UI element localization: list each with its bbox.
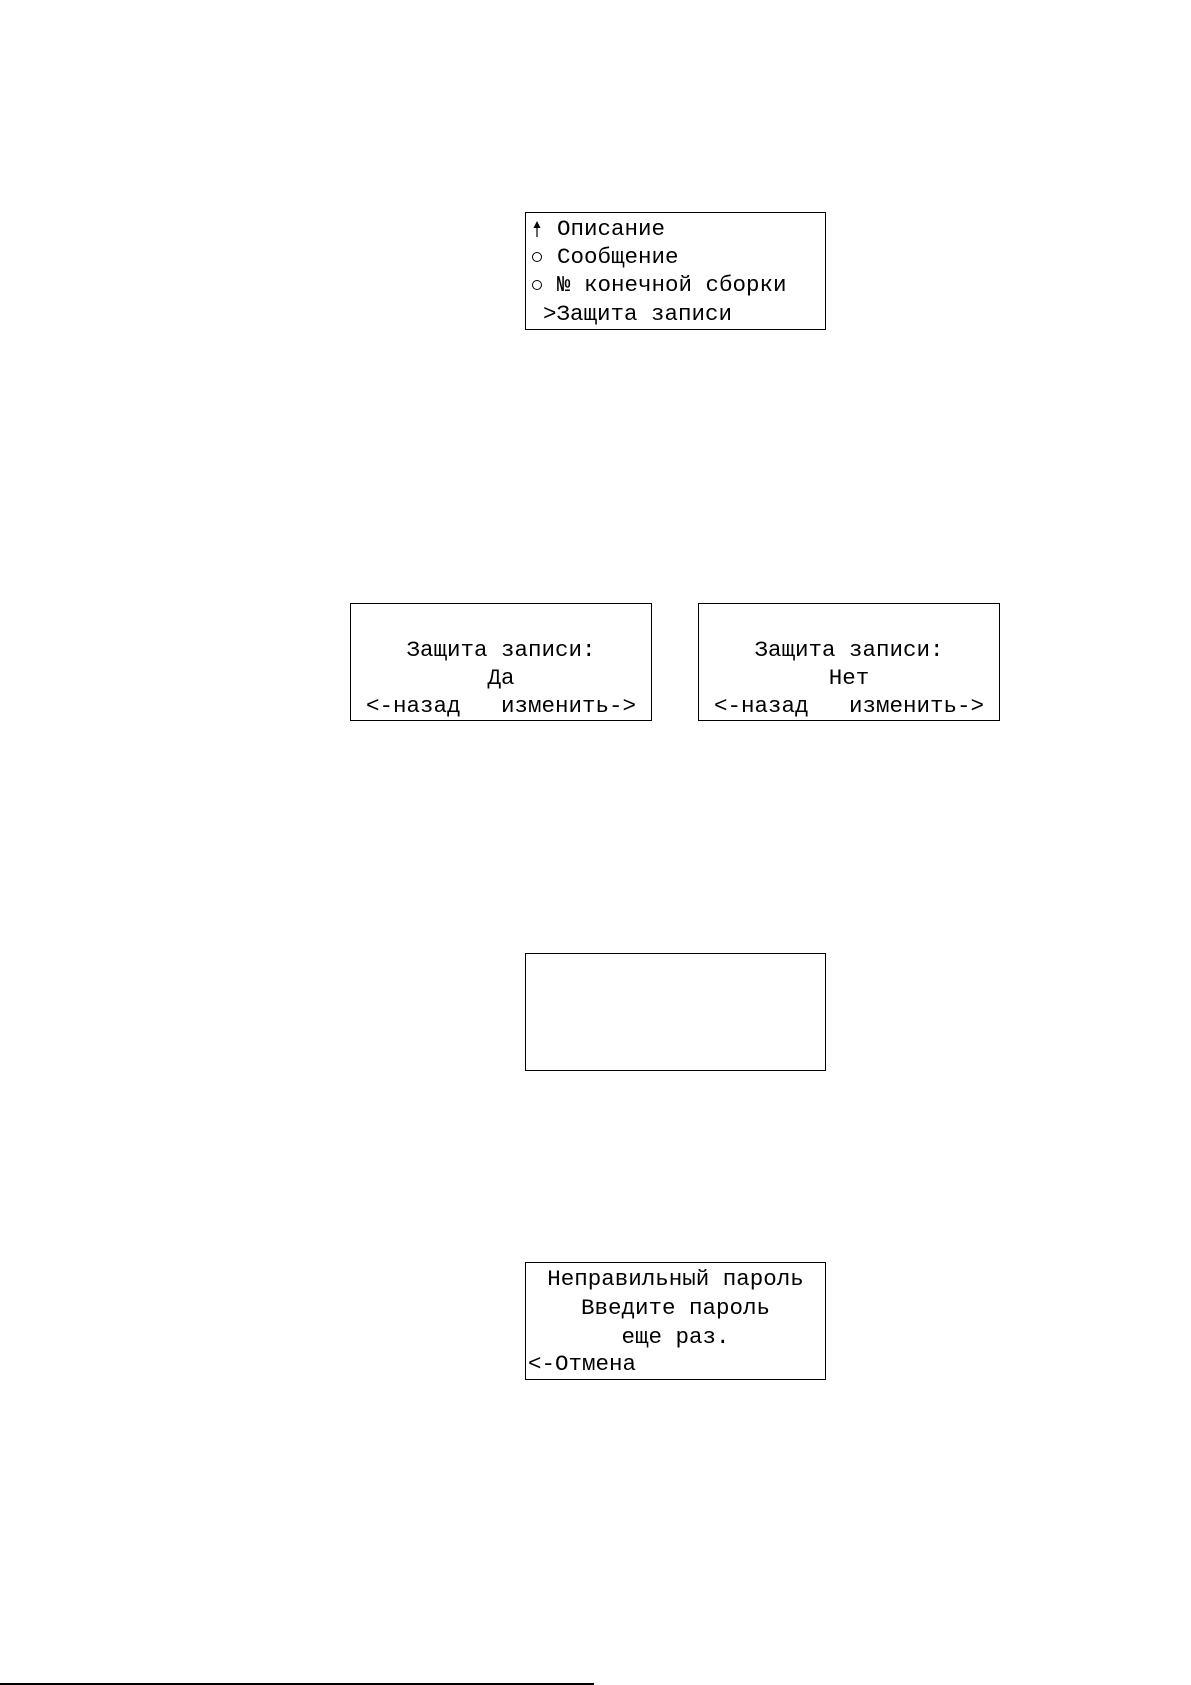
wrong-password-message: Неправильный пароль bbox=[547, 1266, 804, 1292]
write-protect-yes-screen bbox=[350, 603, 652, 721]
menu-item-final-assembly[interactable] bbox=[526, 271, 825, 299]
menu-item-description[interactable] bbox=[526, 215, 825, 243]
menu-item-label: Сообщение bbox=[557, 244, 679, 270]
write-protect-value: Да bbox=[487, 665, 515, 691]
write-protect-title: Защита записи: bbox=[754, 637, 944, 663]
wrong-password-screen bbox=[525, 1262, 826, 1380]
menu-item-label: >Защита записи bbox=[543, 301, 733, 327]
menu-screen bbox=[525, 212, 826, 330]
menu-item-write-protect[interactable] bbox=[526, 300, 825, 328]
back-change-hint[interactable]: <-назад изменить-> bbox=[713, 693, 985, 719]
footer-rule bbox=[0, 1683, 594, 1685]
write-protect-no-screen bbox=[698, 603, 1000, 721]
write-protect-value: Нет bbox=[828, 665, 870, 691]
again-text: еще раз. bbox=[621, 1324, 730, 1350]
enter-password-prompt: Введите пароль bbox=[580, 1295, 771, 1321]
menu-item-message[interactable] bbox=[526, 243, 825, 271]
cancel-button[interactable]: <-Отмена bbox=[528, 1351, 637, 1377]
menu-item-label: Описание bbox=[557, 216, 666, 242]
blank-screen bbox=[525, 953, 826, 1071]
back-change-hint[interactable]: <-назад изменить-> bbox=[365, 693, 637, 719]
arrow-up-icon bbox=[530, 215, 544, 243]
circle-icon bbox=[530, 243, 544, 271]
menu-item-label: № конечной сборки bbox=[557, 272, 787, 298]
circle-icon bbox=[530, 271, 544, 299]
write-protect-title: Защита записи: bbox=[406, 637, 596, 663]
